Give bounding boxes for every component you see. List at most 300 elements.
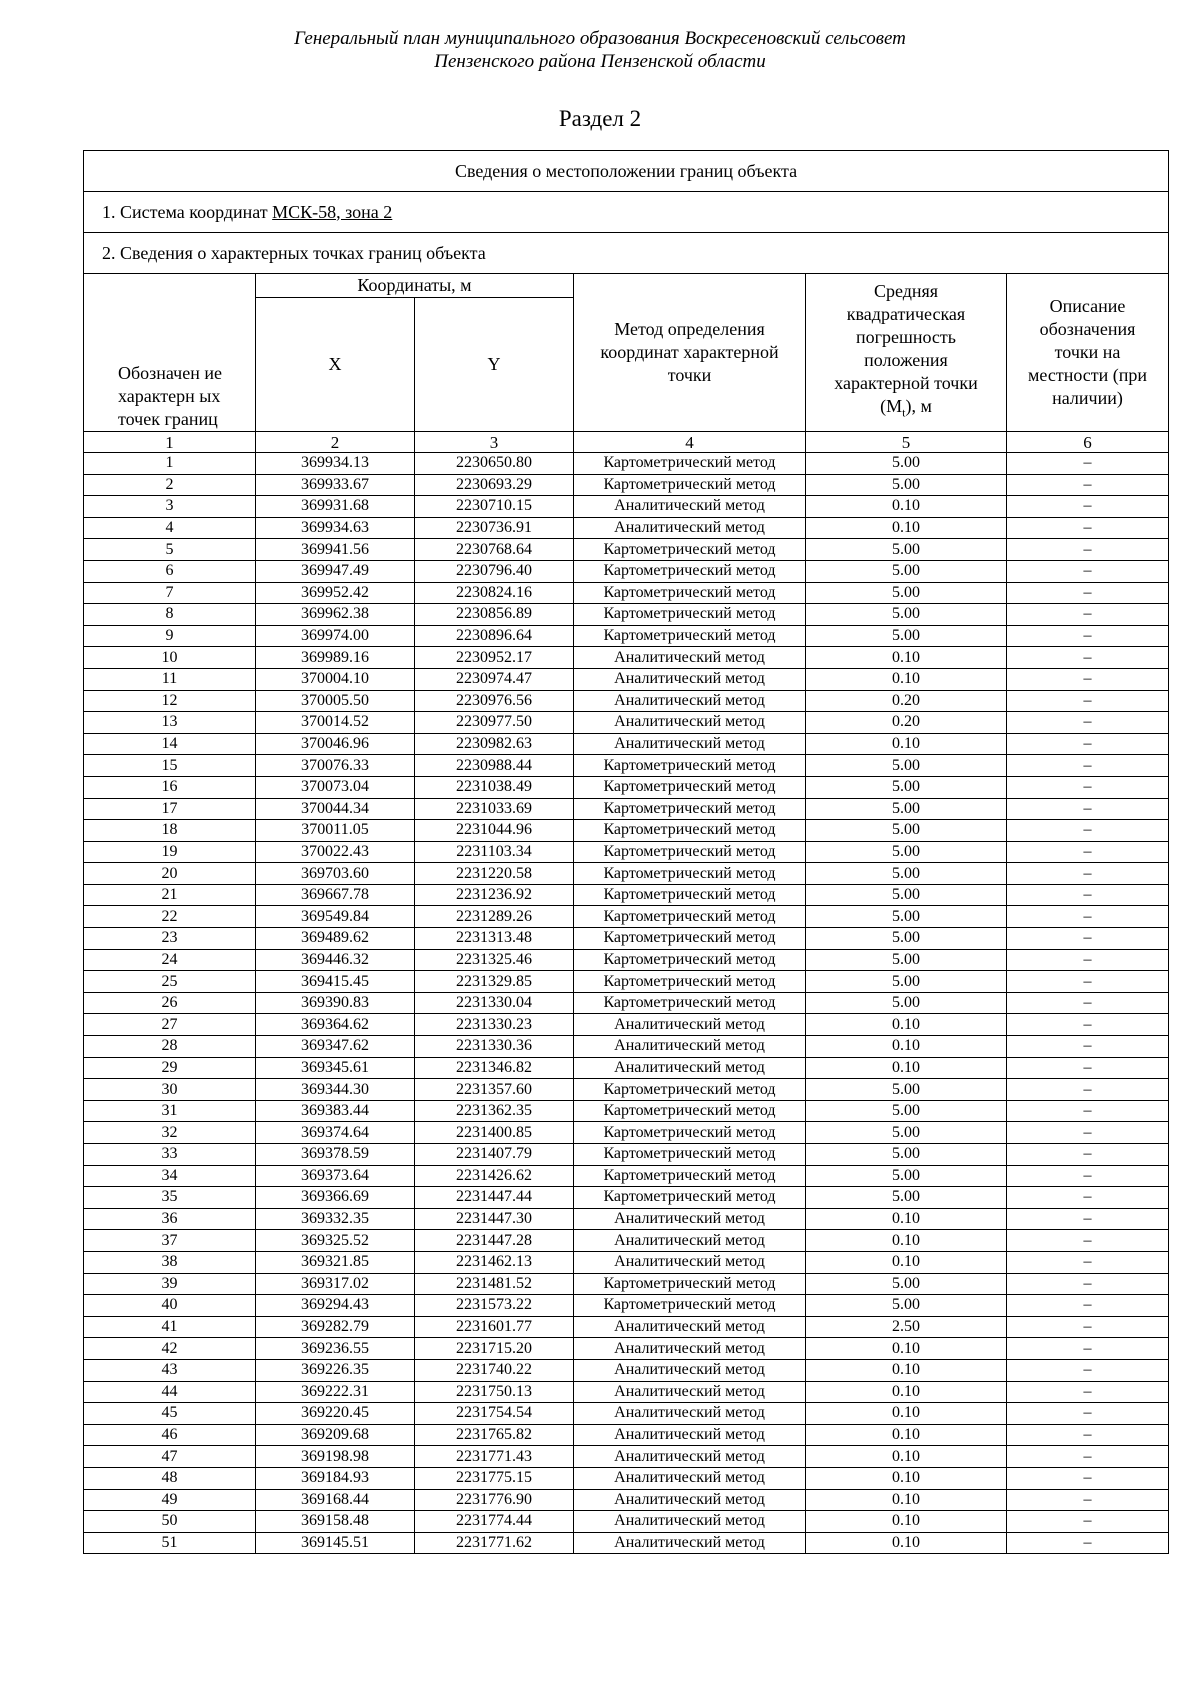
table-row: [84, 755, 1169, 777]
cell-description: –: [1007, 1403, 1169, 1425]
cell-error: 5.00: [806, 474, 1007, 496]
cell-error: 5.00: [806, 971, 1007, 993]
cell-point-id: 31: [84, 1100, 256, 1122]
cell-x: 370076.33: [256, 755, 415, 777]
cell-x: 369378.59: [256, 1144, 415, 1166]
cell-error: 0.10: [806, 1208, 1007, 1230]
cell-x: 370022.43: [256, 841, 415, 863]
cell-method: Картометрический метод: [574, 474, 806, 496]
cell-y: 2230736.91: [415, 517, 574, 539]
cell-y: 2231400.85: [415, 1122, 574, 1144]
cell-description: –: [1007, 1208, 1169, 1230]
cell-error: 5.00: [806, 798, 1007, 820]
coord-system-label: 1. Система координат: [102, 201, 273, 222]
cell-error: 0.10: [806, 496, 1007, 518]
cell-x: 370011.05: [256, 820, 415, 842]
cell-point-id: 28: [84, 1036, 256, 1058]
cell-point-id: 6: [84, 560, 256, 582]
cell-x: 369989.16: [256, 647, 415, 669]
cell-y: 2231357.60: [415, 1079, 574, 1101]
cell-y: 2231771.62: [415, 1532, 574, 1554]
cell-description: –: [1007, 1100, 1169, 1122]
cell-description: –: [1007, 1273, 1169, 1295]
table-title: Сведения о местоположении границ объекта: [84, 151, 1169, 192]
table-row: [84, 474, 1169, 496]
boundary-points-table: [83, 150, 1169, 1554]
table-row: [84, 539, 1169, 561]
cell-x: 369236.55: [256, 1338, 415, 1360]
cell-y: 2230982.63: [415, 733, 574, 755]
cell-point-id: 20: [84, 863, 256, 885]
cell-point-id: 49: [84, 1489, 256, 1511]
cell-point-id: 46: [84, 1424, 256, 1446]
cell-x: 369345.61: [256, 1057, 415, 1079]
cell-description: –: [1007, 517, 1169, 539]
cell-method: Картометрический метод: [574, 863, 806, 885]
cell-description: –: [1007, 1359, 1169, 1381]
cell-method: Картометрический метод: [574, 453, 806, 475]
cell-y: 2231313.48: [415, 928, 574, 950]
table-row: [84, 1359, 1169, 1381]
cell-point-id: 32: [84, 1122, 256, 1144]
cell-error: 0.10: [806, 1338, 1007, 1360]
cell-method: Аналитический метод: [574, 1446, 806, 1468]
cell-method: Картометрический метод: [574, 1079, 806, 1101]
cell-error: 5.00: [806, 755, 1007, 777]
header-x: X: [256, 298, 415, 432]
cell-x: 369934.13: [256, 453, 415, 475]
table-row: [84, 1489, 1169, 1511]
cell-method: Картометрический метод: [574, 1100, 806, 1122]
table-row: [84, 884, 1169, 906]
subscript-t: t: [902, 405, 906, 420]
cell-x: 369549.84: [256, 906, 415, 928]
cell-method: Аналитический метод: [574, 647, 806, 669]
cell-description: –: [1007, 1036, 1169, 1058]
cell-y: 2230896.64: [415, 625, 574, 647]
table-row: [84, 1165, 1169, 1187]
cell-point-id: 23: [84, 928, 256, 950]
cell-method: Аналитический метод: [574, 1381, 806, 1403]
cell-x: 369941.56: [256, 539, 415, 561]
table-row: [84, 1057, 1169, 1079]
cell-description: –: [1007, 453, 1169, 475]
cell-point-id: 38: [84, 1251, 256, 1273]
cell-description: –: [1007, 1165, 1169, 1187]
table-row: [84, 1122, 1169, 1144]
cell-error: 0.10: [806, 1467, 1007, 1489]
cell-y: 2231044.96: [415, 820, 574, 842]
cell-method: Аналитический метод: [574, 690, 806, 712]
cell-method: Аналитический метод: [574, 712, 806, 734]
cell-method: Картометрический метод: [574, 1295, 806, 1317]
cell-y: 2231573.22: [415, 1295, 574, 1317]
cell-x: 369364.62: [256, 1014, 415, 1036]
cell-error: 2.50: [806, 1316, 1007, 1338]
cell-point-id: 12: [84, 690, 256, 712]
cell-y: 2231447.28: [415, 1230, 574, 1252]
cell-y: 2231362.35: [415, 1100, 574, 1122]
cell-x: 369947.49: [256, 560, 415, 582]
cell-description: –: [1007, 1057, 1169, 1079]
cell-point-id: 2: [84, 474, 256, 496]
table-row: [84, 668, 1169, 690]
cell-method: Картометрический метод: [574, 949, 806, 971]
cell-description: –: [1007, 1014, 1169, 1036]
cell-description: –: [1007, 1381, 1169, 1403]
cell-y: 2230976.56: [415, 690, 574, 712]
cell-x: 369282.79: [256, 1316, 415, 1338]
cell-error: 0.10: [806, 517, 1007, 539]
cell-y: 2231289.26: [415, 906, 574, 928]
cell-point-id: 15: [84, 755, 256, 777]
header-coordinates: Координаты, м: [256, 274, 574, 298]
table-row: [84, 1424, 1169, 1446]
cell-x: 369226.35: [256, 1359, 415, 1381]
cell-x: 369373.64: [256, 1165, 415, 1187]
cell-method: Аналитический метод: [574, 1467, 806, 1489]
points-section-title: 2. Сведения о характерных точках границ объекта: [84, 233, 1169, 274]
cell-y: 2230988.44: [415, 755, 574, 777]
cell-description: –: [1007, 863, 1169, 885]
cell-y: 2231447.44: [415, 1187, 574, 1209]
table-row: [84, 971, 1169, 993]
cell-point-id: 8: [84, 604, 256, 626]
cell-point-id: 16: [84, 776, 256, 798]
cell-description: –: [1007, 1532, 1169, 1554]
cell-description: –: [1007, 1446, 1169, 1468]
cell-method: Картометрический метод: [574, 560, 806, 582]
cell-error: 5.00: [806, 992, 1007, 1014]
cell-method: Картометрический метод: [574, 1273, 806, 1295]
cell-x: 370004.10: [256, 668, 415, 690]
cell-y: 2231346.82: [415, 1057, 574, 1079]
cell-y: 2231481.52: [415, 1273, 574, 1295]
cell-method: Аналитический метод: [574, 1424, 806, 1446]
cell-method: Аналитический метод: [574, 1014, 806, 1036]
cell-x: 370046.96: [256, 733, 415, 755]
cell-point-id: 17: [84, 798, 256, 820]
cell-x: 369294.43: [256, 1295, 415, 1317]
cell-description: –: [1007, 1511, 1169, 1533]
column-number-3: 3: [415, 432, 574, 453]
cell-point-id: 3: [84, 496, 256, 518]
cell-y: 2231774.44: [415, 1511, 574, 1533]
cell-method: Аналитический метод: [574, 1230, 806, 1252]
cell-x: 370005.50: [256, 690, 415, 712]
table-row: [84, 517, 1169, 539]
table-row: [84, 1446, 1169, 1468]
cell-method: Аналитический метод: [574, 517, 806, 539]
cell-description: –: [1007, 1489, 1169, 1511]
cell-y: 2230856.89: [415, 604, 574, 626]
table-row: [84, 582, 1169, 604]
table-row: [84, 992, 1169, 1014]
cell-description: –: [1007, 1424, 1169, 1446]
section-title: Раздел 2: [558, 106, 642, 131]
cell-point-id: 13: [84, 712, 256, 734]
cell-point-id: 18: [84, 820, 256, 842]
cell-y: 2231740.22: [415, 1359, 574, 1381]
cell-x: 369415.45: [256, 971, 415, 993]
cell-y: 2231330.04: [415, 992, 574, 1014]
cell-description: –: [1007, 690, 1169, 712]
cell-error: 0.20: [806, 712, 1007, 734]
cell-method: Картометрический метод: [574, 928, 806, 950]
cell-point-id: 29: [84, 1057, 256, 1079]
cell-method: Аналитический метод: [574, 1208, 806, 1230]
cell-method: Картометрический метод: [574, 971, 806, 993]
cell-error: 5.00: [806, 1273, 1007, 1295]
document-header-line2: Пензенского района Пензенской области: [434, 51, 766, 72]
cell-x: 369209.68: [256, 1424, 415, 1446]
cell-method: Картометрический метод: [574, 625, 806, 647]
table-row: [84, 1532, 1169, 1554]
cell-point-id: 44: [84, 1381, 256, 1403]
cell-y: 2230977.50: [415, 712, 574, 734]
cell-method: Аналитический метод: [574, 1489, 806, 1511]
cell-x: 369383.44: [256, 1100, 415, 1122]
cell-x: 369489.62: [256, 928, 415, 950]
cell-point-id: 34: [84, 1165, 256, 1187]
cell-point-id: 47: [84, 1446, 256, 1468]
column-number-5: 5: [806, 432, 1007, 453]
cell-error: 5.00: [806, 1079, 1007, 1101]
cell-description: –: [1007, 1295, 1169, 1317]
table-row: [84, 625, 1169, 647]
table-row: [84, 798, 1169, 820]
table-row: [84, 1079, 1169, 1101]
cell-y: 2230650.80: [415, 453, 574, 475]
cell-description: –: [1007, 841, 1169, 863]
cell-description: –: [1007, 539, 1169, 561]
cell-point-id: 25: [84, 971, 256, 993]
cell-y: 2230974.47: [415, 668, 574, 690]
cell-point-id: 35: [84, 1187, 256, 1209]
table-row: [84, 841, 1169, 863]
cell-description: –: [1007, 776, 1169, 798]
cell-y: 2231330.23: [415, 1014, 574, 1036]
cell-error: 5.00: [806, 906, 1007, 928]
column-number-row: [84, 432, 1169, 453]
header-y: Y: [415, 298, 574, 432]
cell-error: 0.10: [806, 1424, 1007, 1446]
cell-method: Аналитический метод: [574, 1316, 806, 1338]
cell-point-id: 48: [84, 1467, 256, 1489]
cell-method: Аналитический метод: [574, 1403, 806, 1425]
cell-error: 0.10: [806, 1359, 1007, 1381]
cell-error: 0.10: [806, 1036, 1007, 1058]
cell-description: –: [1007, 1144, 1169, 1166]
cell-description: –: [1007, 712, 1169, 734]
cell-x: 369321.85: [256, 1251, 415, 1273]
cell-y: 2231103.34: [415, 841, 574, 863]
cell-error: 5.00: [806, 1122, 1007, 1144]
cell-error: 5.00: [806, 453, 1007, 475]
table-row: [84, 928, 1169, 950]
table-row: [84, 690, 1169, 712]
cell-method: Картометрический метод: [574, 884, 806, 906]
table-row: [84, 1403, 1169, 1425]
cell-error: 0.10: [806, 647, 1007, 669]
cell-method: Картометрический метод: [574, 820, 806, 842]
cell-y: 2231329.85: [415, 971, 574, 993]
cell-x: 369703.60: [256, 863, 415, 885]
cell-point-id: 41: [84, 1316, 256, 1338]
cell-description: –: [1007, 560, 1169, 582]
cell-method: Аналитический метод: [574, 1338, 806, 1360]
table-row: [84, 1208, 1169, 1230]
cell-x: 369220.45: [256, 1403, 415, 1425]
cell-description: –: [1007, 647, 1169, 669]
column-number-2: 2: [256, 432, 415, 453]
cell-y: 2231771.43: [415, 1446, 574, 1468]
cell-error: 0.10: [806, 1446, 1007, 1468]
cell-point-id: 37: [84, 1230, 256, 1252]
column-number-1: 1: [84, 432, 256, 453]
cell-description: –: [1007, 1079, 1169, 1101]
cell-x: 369446.32: [256, 949, 415, 971]
cell-error: 5.00: [806, 1295, 1007, 1317]
cell-y: 2231462.13: [415, 1251, 574, 1273]
cell-method: Аналитический метод: [574, 1532, 806, 1554]
cell-point-id: 42: [84, 1338, 256, 1360]
table-row: [84, 1273, 1169, 1295]
cell-y: 2231447.30: [415, 1208, 574, 1230]
table-row: [84, 647, 1169, 669]
cell-description: –: [1007, 798, 1169, 820]
cell-y: 2231601.77: [415, 1316, 574, 1338]
cell-description: –: [1007, 971, 1169, 993]
cell-description: –: [1007, 625, 1169, 647]
cell-error: 5.00: [806, 1165, 1007, 1187]
cell-x: 369184.93: [256, 1467, 415, 1489]
column-number-4: 4: [574, 432, 806, 453]
cell-description: –: [1007, 992, 1169, 1014]
cell-description: –: [1007, 949, 1169, 971]
cell-point-id: 5: [84, 539, 256, 561]
cell-description: –: [1007, 604, 1169, 626]
cell-point-id: 22: [84, 906, 256, 928]
cell-point-id: 36: [84, 1208, 256, 1230]
table-row: [84, 1251, 1169, 1273]
cell-y: 2231765.82: [415, 1424, 574, 1446]
cell-description: –: [1007, 733, 1169, 755]
cell-x: 370014.52: [256, 712, 415, 734]
table-row: [84, 1338, 1169, 1360]
cell-y: 2231325.46: [415, 949, 574, 971]
cell-point-id: 50: [84, 1511, 256, 1533]
cell-point-id: 10: [84, 647, 256, 669]
cell-description: –: [1007, 884, 1169, 906]
header-point-id: Обозначен ие характерн ых точек границ: [84, 274, 256, 432]
cell-y: 2230824.16: [415, 582, 574, 604]
cell-error: 5.00: [806, 841, 1007, 863]
table-row: [84, 1316, 1169, 1338]
cell-point-id: 26: [84, 992, 256, 1014]
cell-x: 369952.42: [256, 582, 415, 604]
cell-error: 5.00: [806, 1144, 1007, 1166]
cell-x: 369198.98: [256, 1446, 415, 1468]
table-row: [84, 820, 1169, 842]
cell-error: 0.10: [806, 668, 1007, 690]
table-row: [84, 1187, 1169, 1209]
cell-point-id: 39: [84, 1273, 256, 1295]
table-row: [84, 1295, 1169, 1317]
cell-error: 0.10: [806, 733, 1007, 755]
table-row: [84, 604, 1169, 626]
cell-method: Картометрический метод: [574, 798, 806, 820]
table-row: [84, 863, 1169, 885]
document-header-line1: Генеральный план муниципального образования Воскресеновский сельсовет: [294, 28, 906, 49]
cell-error: 0.10: [806, 1251, 1007, 1273]
cell-x: 369962.38: [256, 604, 415, 626]
cell-error: 0.10: [806, 1014, 1007, 1036]
cell-x: 369325.52: [256, 1230, 415, 1252]
cell-y: 2231220.58: [415, 863, 574, 885]
cell-method: Аналитический метод: [574, 1057, 806, 1079]
cell-error: 5.00: [806, 949, 1007, 971]
cell-description: –: [1007, 1251, 1169, 1273]
cell-y: 2231236.92: [415, 884, 574, 906]
cell-x: 369374.64: [256, 1122, 415, 1144]
cell-description: –: [1007, 906, 1169, 928]
cell-x: 370073.04: [256, 776, 415, 798]
cell-error: 0.10: [806, 1403, 1007, 1425]
cell-method: Картометрический метод: [574, 906, 806, 928]
cell-method: Картометрический метод: [574, 992, 806, 1014]
cell-error: 5.00: [806, 1187, 1007, 1209]
table-row: [84, 712, 1169, 734]
cell-y: 2230693.29: [415, 474, 574, 496]
cell-x: 370044.34: [256, 798, 415, 820]
cell-x: 369344.30: [256, 1079, 415, 1101]
cell-error: 5.00: [806, 820, 1007, 842]
cell-error: 0.10: [806, 1057, 1007, 1079]
cell-description: –: [1007, 582, 1169, 604]
cell-method: Аналитический метод: [574, 1359, 806, 1381]
cell-y: 2231775.15: [415, 1467, 574, 1489]
cell-description: –: [1007, 1316, 1169, 1338]
table-row: [84, 1230, 1169, 1252]
cell-description: –: [1007, 496, 1169, 518]
cell-y: 2231407.79: [415, 1144, 574, 1166]
cell-method: Аналитический метод: [574, 496, 806, 518]
cell-y: 2231776.90: [415, 1489, 574, 1511]
cell-description: –: [1007, 668, 1169, 690]
cell-method: Аналитический метод: [574, 1511, 806, 1533]
cell-method: Картометрический метод: [574, 841, 806, 863]
cell-x: 369974.00: [256, 625, 415, 647]
cell-y: 2231033.69: [415, 798, 574, 820]
cell-x: 369931.68: [256, 496, 415, 518]
cell-error: 0.20: [806, 690, 1007, 712]
cell-x: 369667.78: [256, 884, 415, 906]
cell-error: 5.00: [806, 625, 1007, 647]
cell-description: –: [1007, 1187, 1169, 1209]
cell-point-id: 21: [84, 884, 256, 906]
cell-y: 2230768.64: [415, 539, 574, 561]
table-row: [84, 560, 1169, 582]
cell-error: 5.00: [806, 560, 1007, 582]
table-row: [84, 453, 1169, 475]
cell-error: 0.10: [806, 1532, 1007, 1554]
cell-method: Аналитический метод: [574, 1036, 806, 1058]
cell-y: 2230710.15: [415, 496, 574, 518]
table-row: [84, 1100, 1169, 1122]
cell-error: 5.00: [806, 863, 1007, 885]
cell-point-id: 30: [84, 1079, 256, 1101]
